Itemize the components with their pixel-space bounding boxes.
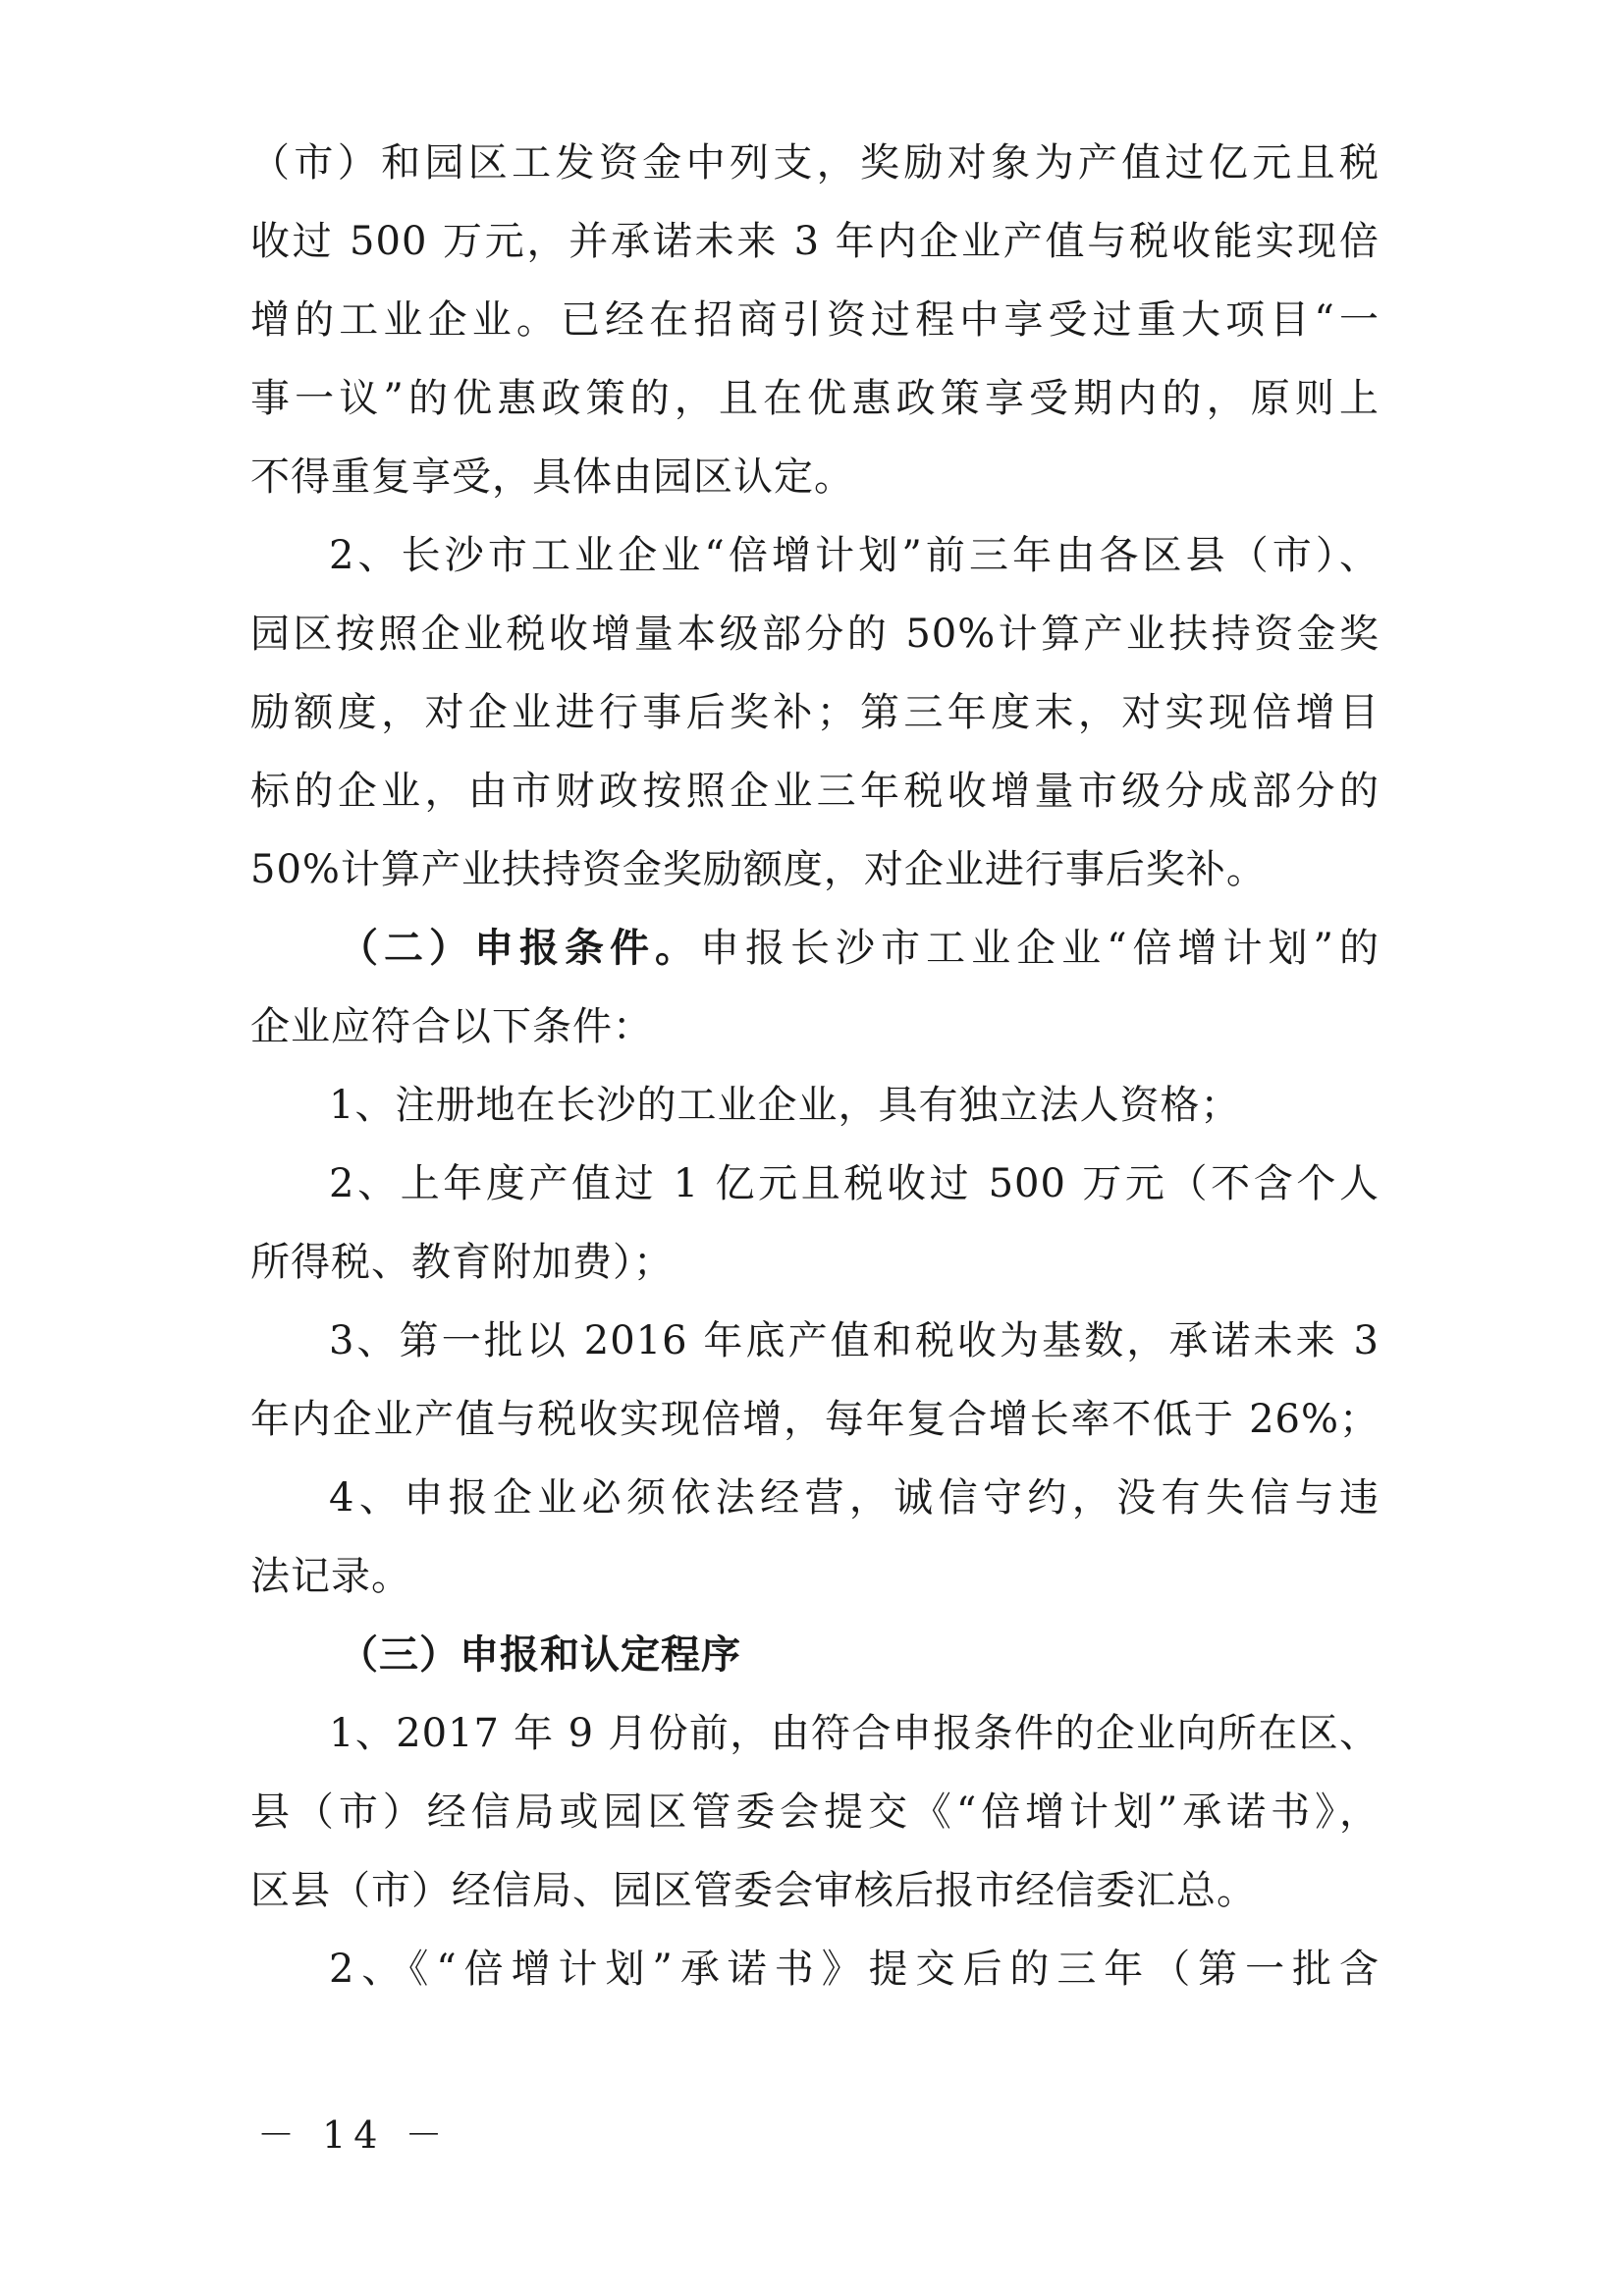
paragraph-line: 法记录。: [250, 1554, 411, 1599]
paragraph-line: 2、《“倍增计划”承诺书》提交后的三年（第一批含: [329, 1947, 1380, 1992]
paragraph-line: 园区按照企业税收增量本级部分的 50%计算产业扶持资金奖: [250, 612, 1380, 657]
paragraph-line: 50%计算产业扶持资金奖励额度，对企业进行事后奖补。: [250, 847, 1267, 892]
paragraph-line: 1、注册地在长沙的工业企业，具有独立法人资格；: [329, 1083, 1241, 1128]
paragraph-line: 不得重复享受，具体由园区认定。: [250, 454, 854, 500]
paragraph-line: 励额度，对企业进行事后奖补；第三年度末，对实现倍增目: [250, 690, 1380, 735]
paragraph-line: 年内企业产值与税收实现倍增，每年复合增长率不低于 26%；: [250, 1397, 1380, 1442]
paragraph-line: 2、上年度产值过 1 亿元且税收过 500 万元（不含个人: [329, 1161, 1380, 1206]
section-2-line: [339, 909, 1380, 988]
paragraph-line: 所得税、教育附加费）；: [250, 1240, 674, 1285]
paragraph-line: （市）和园区工发资金中列支，奖励对象为产值过亿元且税: [250, 140, 1380, 186]
paragraph-line: 2、长沙市工业企业“倍增计划”前三年由各区县（市）、: [329, 533, 1380, 578]
paragraph-line: 3、第一批以 2016 年底产值和税收为基数，承诺未来 3: [329, 1318, 1380, 1363]
section-3-heading: （三）申报和认定程序: [339, 1631, 741, 1678]
paragraph-line: 区县（市）经信局、园区管委会审核后报市经信委汇总。: [250, 1868, 1257, 1913]
paragraph-line: 4、申报企业必须依法经营，诚信守约，没有失信与违: [329, 1475, 1380, 1521]
paragraph-line: 企业应符合以下条件：: [250, 1004, 653, 1049]
page-number: － 14 －: [257, 2113, 451, 2157]
paragraph-line: 1、2017 年 9 月份前，由符合申报条件的企业向所在区、: [329, 1711, 1380, 1756]
section-2-text: 申报长沙市工业企业“倍增计划”的: [700, 926, 1380, 971]
paragraph-line: 增的工业企业。已经在招商引资过程中享受过重大项目“一: [250, 297, 1380, 343]
paragraph-line: 收过 500 万元，并承诺未来 3 年内企业产值与税收能实现倍: [250, 219, 1380, 264]
section-2-heading: （二）申报条件。: [339, 925, 701, 971]
paragraph-line: 县（市）经信局或园区管委会提交《“倍增计划”承诺书》，: [250, 1789, 1380, 1835]
paragraph-line: 标的企业，由市财政按照企业三年税收增量市级分成部分的: [250, 769, 1380, 814]
paragraph-line: 事一议”的优惠政策的，且在优惠政策享受期内的，原则上: [250, 376, 1380, 421]
